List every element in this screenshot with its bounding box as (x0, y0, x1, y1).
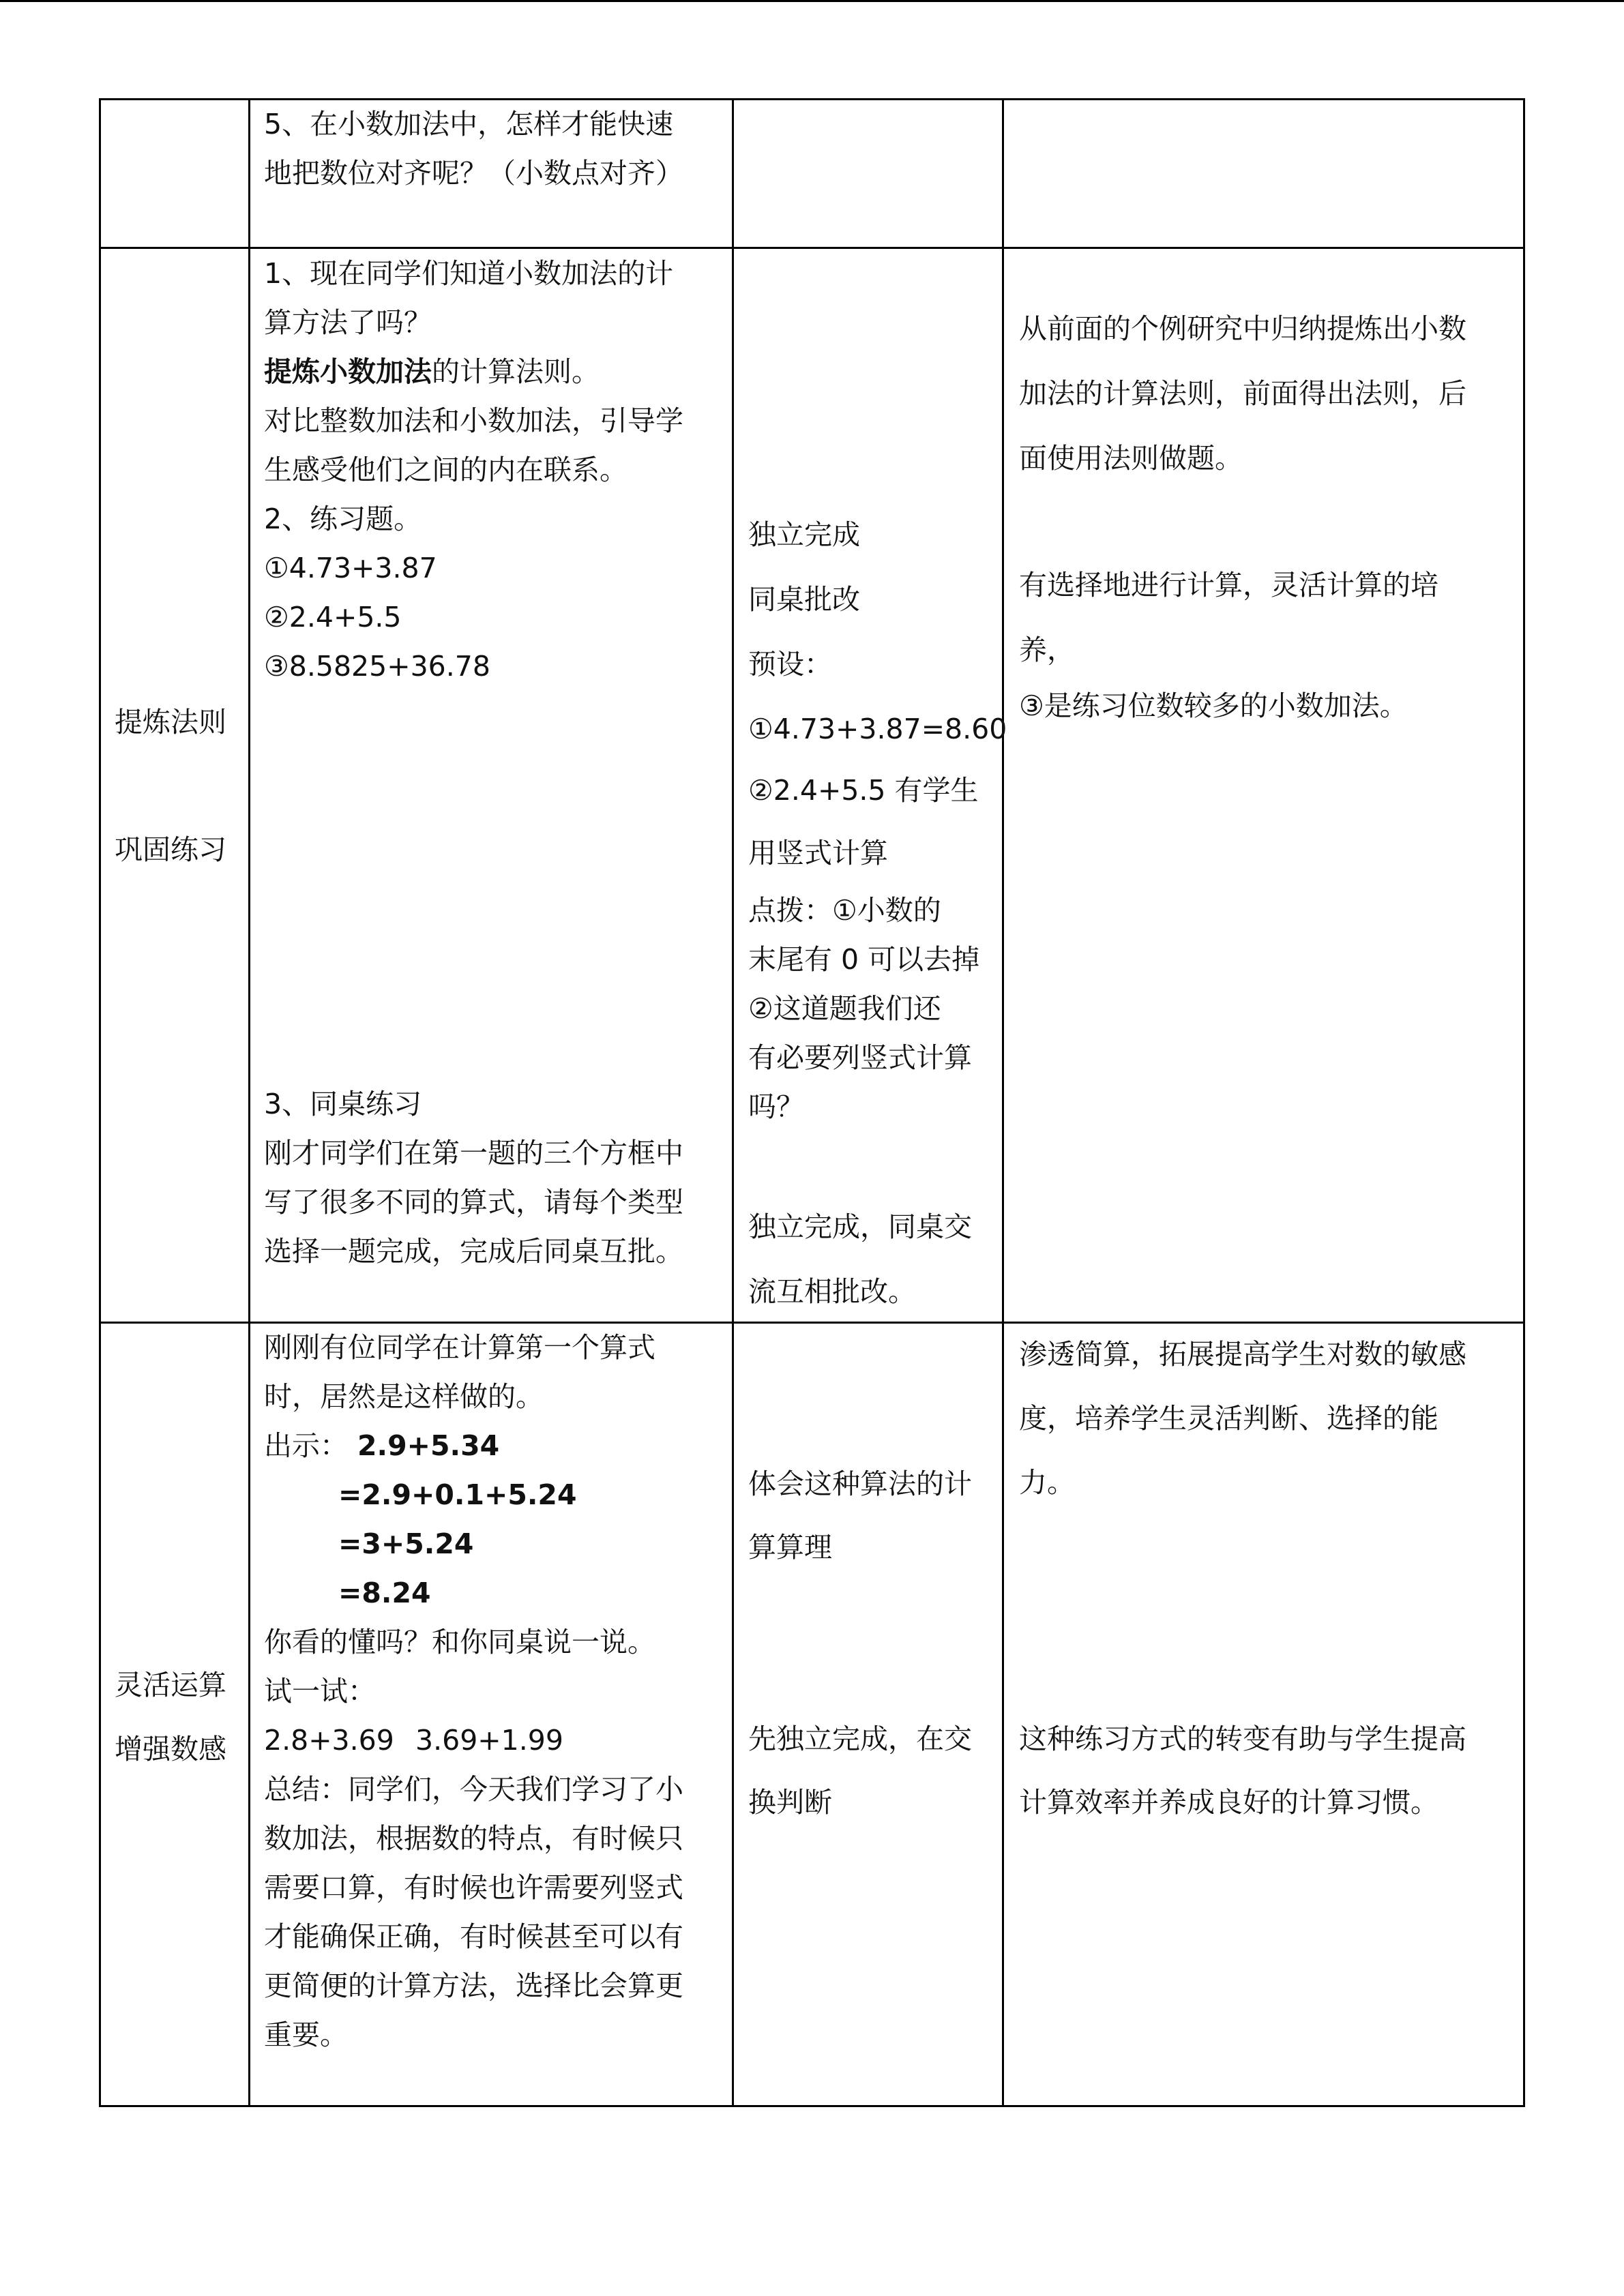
row3-intent-b-line-1: 这种练习方式的转变有助与学生提高 (1019, 1723, 1466, 1755)
row2-exercise-3: ③8.5825+36.78 (264, 650, 490, 683)
row3-summary-line-2: 数加法，根据数的特点，有时候只 (264, 1822, 683, 1855)
row3-summary-line-1: 总结：同学们，今天我们学习了小 (264, 1773, 683, 1806)
row2-intent-line-3: 面使用法则做题。 (1019, 442, 1243, 475)
row2-student-c-line-2: 流互相批改。 (748, 1275, 916, 1308)
row2-intent-b-line-3: ③是练习位数较多的小数加法。 (1019, 689, 1408, 722)
row2-stage-line-1: 提炼法则 (115, 706, 226, 739)
row3-summary-line-4: 才能确保正确，有时候甚至可以有 (264, 1920, 683, 1953)
row2-intent-line-2: 加法的计算法则，前面得出法则，后 (1019, 377, 1466, 410)
row2-content-c-line-1: 3、同桌练习 (264, 1088, 422, 1120)
row3-summary-line-6: 重要。 (264, 2018, 348, 2051)
row2-content-c-line-2: 刚才同学们在第一题的三个方框中 (264, 1137, 683, 1169)
row2-exercise-1: ①4.73+3.87 (264, 552, 437, 584)
row2-student-line-4: ①4.73+3.87=8.60 (748, 713, 1007, 745)
row2-hint-line-1: 点拨：①小数的 (748, 894, 941, 927)
row3-show-line (264, 1421, 499, 1470)
row2-student-line-5: ②2.4+5.5 有学生 (748, 774, 979, 807)
row3-intent-b-line-2: 计算效率并养成良好的计算习惯。 (1019, 1786, 1438, 1819)
row2-rule-rest: 的计算法则。 (432, 355, 600, 388)
page-top-border (0, 0, 1624, 2)
row1-content-line-2: 地把数位对齐呢？（小数点对齐） (264, 157, 683, 190)
row3-intent-line-1: 渗透简算，拓展提高学生对数的敏感 (1019, 1338, 1466, 1371)
row2-student-line-2: 同桌批改 (748, 583, 860, 616)
row3-student-line-2: 算算理 (748, 1531, 832, 1564)
row3-try-item-1: 2.8+3.69 (264, 1724, 394, 1757)
row3-show-label: 出示： (264, 1429, 348, 1462)
row2-intent-line-1: 从前面的个例研究中归纳提炼出小数 (1019, 312, 1466, 345)
row2-rule-bold: 提炼小数加法 (264, 355, 432, 388)
row3-content-b-line-1: 你看的懂吗？和你同桌说一说。 (264, 1626, 655, 1658)
column-divider-1 (248, 100, 250, 2105)
row2-hint-line-4: 有必要列竖式计算 (748, 1041, 972, 1074)
row3-stage-line-1: 灵活运算 (115, 1669, 226, 1701)
row3-summary-line-5: 更简便的计算方法，选择比会算更 (264, 1969, 683, 2002)
row2-content-c-line-3: 写了很多不同的算式，请每个类型 (264, 1186, 683, 1219)
row2-student-c-line-1: 独立完成，同桌交 (748, 1210, 972, 1243)
row2-hint-line-5: 吗？ (748, 1090, 804, 1123)
row2-rule-line (264, 347, 600, 396)
row2-student-line-3: 预设： (748, 648, 832, 681)
row2-hint-line-2: 末尾有 0 可以去掉 (748, 943, 980, 976)
row2-content-line-6: 2、练习题。 (264, 503, 422, 535)
row2-student-line-1: 独立完成 (748, 518, 860, 551)
row2-content-c-line-4: 选择一题完成，完成后同桌互批。 (264, 1235, 683, 1268)
row2-intent-b-line-2: 养， (1019, 633, 1075, 666)
row2-student-line-6: 用竖式计算 (748, 837, 888, 869)
row3-calc-step-1: 2.9+5.34 (357, 1429, 500, 1462)
row2-content-line-2: 算方法了吗？ (264, 306, 432, 339)
column-divider-3 (1002, 100, 1004, 2105)
row3-calc-step-4: =8.24 (338, 1577, 431, 1609)
row3-intent-line-2: 度，培养学生灵活判断、选择的能 (1019, 1402, 1438, 1435)
row2-stage-line-2: 巩固练习 (115, 833, 226, 866)
row3-stage-line-2: 增强数感 (115, 1733, 226, 1765)
row3-content-line-1: 刚刚有位同学在计算第一个算式 (264, 1331, 655, 1364)
row3-student-b-line-2: 换判断 (748, 1786, 832, 1819)
row3-summary-line-3: 需要口算，有时候也许需要列竖式 (264, 1871, 683, 1904)
row1-content-line-1: 5、在小数加法中，怎样才能快速 (264, 108, 674, 140)
row3-content-line-2: 时，居然是这样做的。 (264, 1380, 544, 1413)
row3-intent-line-3: 力。 (1019, 1466, 1075, 1499)
row2-hint-line-3: ②这道题我们还 (748, 992, 941, 1025)
row2-intent-b-line-1: 有选择地进行计算，灵活计算的培 (1019, 569, 1438, 601)
row2-exercise-2: ②2.4+5.5 (264, 601, 402, 633)
row2-content-line-4: 对比整数加法和小数加法，引导学 (264, 404, 683, 437)
row3-student-b-line-1: 先独立完成，在交 (748, 1723, 972, 1755)
row3-student-line-1: 体会这种算法的计 (748, 1467, 972, 1500)
row3-calc-step-3: =3+5.24 (338, 1527, 474, 1560)
row2-content-line-5: 生感受他们之间的内在联系。 (264, 453, 628, 486)
row3-try-item-2: 3.69+1.99 (415, 1724, 563, 1757)
row3-calc-step-2: =2.9+0.1+5.24 (338, 1478, 577, 1511)
row2-content-line-1: 1、现在同学们知道小数加法的计 (264, 257, 674, 290)
column-divider-2 (732, 100, 734, 2105)
row3-content-b-line-2: 试一试： (264, 1675, 376, 1708)
